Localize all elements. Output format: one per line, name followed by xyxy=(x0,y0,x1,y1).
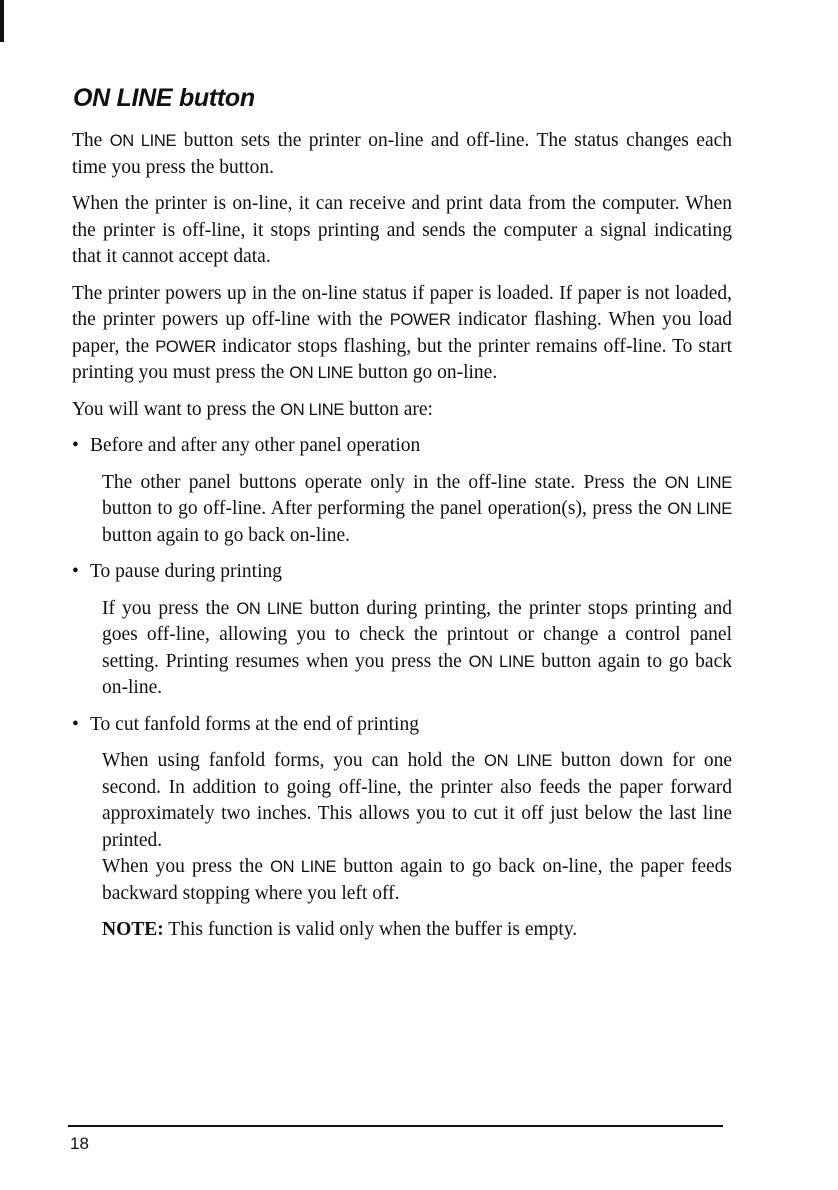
bullet-item-panel-operation xyxy=(72,433,732,549)
bullet-icon: • xyxy=(72,561,79,582)
control-label-text: ON LINE xyxy=(664,473,733,492)
text-run: button again to go back on-line, the paper feeds backward stopping where you left off. xyxy=(102,856,732,904)
bullet-title: Before and after any other panel operation xyxy=(90,435,421,456)
control-label-text: ON LINE xyxy=(667,500,732,518)
paragraph-when-to-press xyxy=(72,397,732,424)
control-label-text: ON LINE xyxy=(484,752,553,770)
bullet-body-paragraph xyxy=(102,596,732,702)
text-run: button again to go back on-line. xyxy=(102,524,351,546)
text-run: button go on-line. xyxy=(353,362,498,383)
bullet-item-cut-fanfold xyxy=(72,712,732,944)
text-run: indicator stops flashing, but the printer remains off-line. To start printing you must press the xyxy=(72,335,732,383)
bullet-body xyxy=(90,596,732,702)
control-label-text: POWER xyxy=(155,337,217,356)
text-run: button to go off-line. After performing the panel operation(s), press the xyxy=(102,498,668,519)
page-edge-mark xyxy=(0,0,4,42)
bullet-body-paragraph xyxy=(102,470,732,550)
text-run: button during printing, the printer stops printing and goes off-line, allowing you to check the printout or change a control panel setting. Printing resumes when you press the xyxy=(102,597,732,672)
bullet-body xyxy=(90,470,732,550)
control-label-text: ON LINE xyxy=(109,132,177,150)
paragraph-power-up xyxy=(72,281,732,387)
text-run: When the printer is on-line, it can receive and print data from the computer. When the printer is off-line, it stops printing and sends the computer a signal indicating that it cannot accept data. xyxy=(72,193,732,267)
note-label: NOTE: xyxy=(102,919,164,940)
note-text: This function is valid only when the buffer is empty. xyxy=(163,919,578,940)
text-run: When using fanfold forms, you can hold the xyxy=(102,750,485,771)
text-run: When you press the xyxy=(102,856,271,877)
bullet-title: To cut fanfold forms at the end of printing xyxy=(90,713,419,735)
text-run: button sets the printer on-line and off-line. The status changes each time you press the button. xyxy=(72,130,733,178)
section-heading: ON LINE button xyxy=(73,84,255,112)
text-run: button down for one second. In addition to going off-line, the printer also feeds the paper forward approximately two inches. This allows you to cut it off just below the last line printed. xyxy=(102,750,732,851)
control-label-text: POWER xyxy=(389,311,451,329)
bullet-title: To pause during printing xyxy=(90,561,282,582)
control-label-text: ON LINE xyxy=(236,599,303,618)
page-number: 18 xyxy=(70,1134,89,1153)
text-run: The other panel buttons operate only in the off-line state. Press the xyxy=(102,471,665,493)
footer-rule xyxy=(68,1125,723,1127)
text-run: The printer powers up in the on-line status if paper is loaded. If paper is not loaded, the printer powers up off-line with the xyxy=(72,282,732,330)
control-label-text: ON LINE xyxy=(280,400,345,419)
text-run: The xyxy=(72,130,110,151)
text-run: indicator flashing. When you load paper, the xyxy=(72,309,732,357)
bullet-body-paragraph xyxy=(102,854,732,907)
bullet-item-pause-printing xyxy=(72,559,732,702)
bullet-body xyxy=(90,748,732,944)
note xyxy=(102,917,732,944)
text-run: If you press the xyxy=(102,597,237,619)
paragraph-online-offline xyxy=(72,191,732,271)
control-label-text: ON LINE xyxy=(468,652,535,671)
paragraph-intro xyxy=(72,128,732,181)
bullet-icon: • xyxy=(72,713,79,735)
bullet-body-paragraph xyxy=(102,748,732,854)
text-run: button again to go back on-line. xyxy=(102,650,732,698)
body-text xyxy=(72,128,732,954)
text-run: You will want to press the xyxy=(72,398,281,420)
control-label-text: ON LINE xyxy=(270,858,337,876)
bullet-icon: • xyxy=(72,435,79,456)
text-run: button are: xyxy=(344,398,433,420)
control-label-text: ON LINE xyxy=(289,364,354,382)
